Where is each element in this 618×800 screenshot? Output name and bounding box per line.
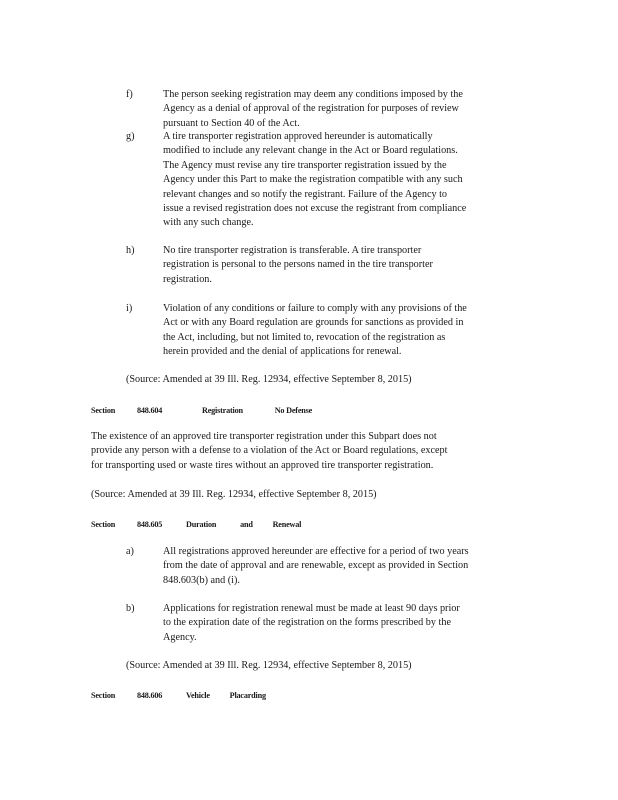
section-label: Section [91,406,116,415]
list-item-text: A tire transporter registration approved hereunder is automatically modified to include any relevant change in the Act or Board regulations. The Agency must revise any tire transporter registration issued by the Agency under this Part to make the registration compatible with any such relevant changes and so notify the registrant. Failure of the Agency to issue a revised registration does not excuse the registrant from compliance with any such change. [163,131,467,229]
section-title-part: Duration [186,520,217,529]
section-title-part: and [240,520,253,529]
list-item-letter: a) [126,546,134,557]
list-item-letter: i) [126,303,133,314]
list-item-letter: h) [126,245,135,256]
section-number: 848.605 [136,520,163,529]
section-label: Section [91,691,116,700]
section-title-part: Placarding [229,691,266,700]
section-label: Section [91,520,116,529]
section-number: 848.606 [136,691,163,700]
source-note-848-603: (Source: Amended at 39 Ill. Reg. 12934, effective September 8, 2015) [126,374,412,385]
list-item-text: All registrations approved hereunder are effective for a period of two years from the date of approval and are renewable, except as provided in Section 848.603(b) and (i). [163,546,469,586]
source-note-848-605: (Source: Amended at 39 Ill. Reg. 12934, effective September 8, 2015) [126,660,412,671]
source-note-848-604: (Source: Amended at 39 Ill. Reg. 12934, effective September 8, 2015) [91,489,377,500]
section-heading-848-604 [91,404,312,418]
section-title-part: Renewal [272,520,302,529]
list-item-text: No tire transporter registration is transferable. A tire transporter registration is personal to the persons named in the tire transporter registration. [163,245,433,285]
section-heading-848-606 [91,689,266,703]
section-number: 848.604 [136,406,163,415]
section-title-part: Vehicle [186,691,210,700]
list-item-text: Applications for registration renewal must be made at least 90 days prior to the expiration date of the registration on the forms prescribed by the Agency. [163,603,460,643]
section-title-part: No Defense [274,406,313,415]
section-paragraph-848-604: The existence of an approved tire transporter registration under this Subpart does not provide any person with a defense to a violation of the Act or Board regulations, except for transporting used or waste tires without an approved tire transporter registration. [91,431,448,471]
section-title-part: Registration [202,406,243,415]
list-item-text: The person seeking registration may deem any conditions imposed by the Agency as a denial of approval of the registration for purposes of review pursuant to Section 40 of the Act. [163,89,463,129]
list-item-letter: f) [126,89,133,100]
list-item-letter: g) [126,131,135,142]
list-item-letter: b) [126,603,135,614]
section-heading-848-605 [91,518,301,532]
list-item-text: Violation of any conditions or failure to comply with any provisions of the Act or with any Board regulation are grounds for sanctions as provided in the Act, including, but not limited to, revocation of the registration as herein provided and the denial of applications for renewal. [163,303,467,358]
